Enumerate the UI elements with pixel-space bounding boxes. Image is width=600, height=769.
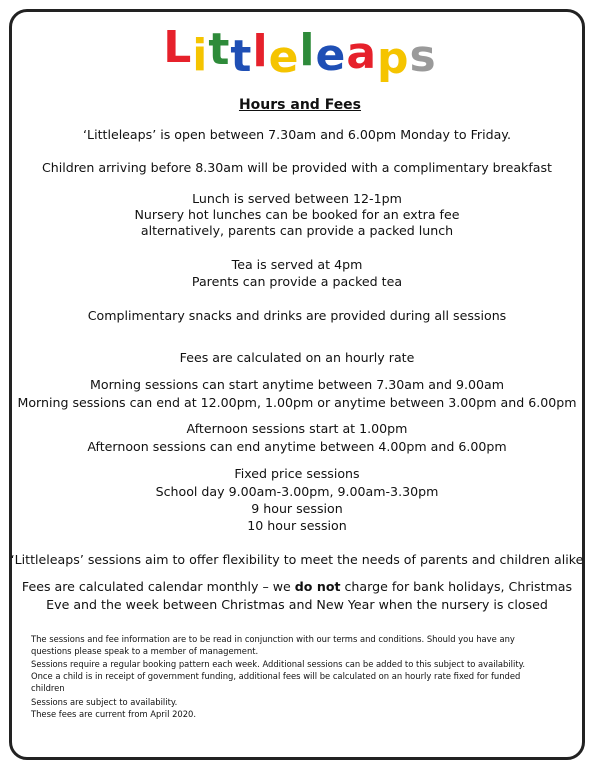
littleleaps-logo xyxy=(0,22,600,84)
opening-hours-text: ‘Littleleaps’ is open between 7.30am and 6.00pm Monday to Friday. xyxy=(83,127,511,142)
monthly-fees-text-a: Fees are calculated calendar monthly – we xyxy=(21,579,295,594)
tea-line-1: Tea is served at 4pm xyxy=(231,257,363,272)
tea-line-2: Parents can provide a packed tea xyxy=(191,274,403,289)
fine-print-line: These fees are current from April 2020. xyxy=(31,709,197,719)
fine-print-line: Once a child is in receipt of government funding, additional fees will be calculated on an hourly rate fixed for funded xyxy=(31,671,521,681)
fixed-price-school-day: School day 9.00am-3.00pm, 9.00am-3.30pm xyxy=(155,484,439,499)
fixed-price-10-hour: 10 hour session xyxy=(247,518,347,533)
fixed-price-9-hour: 9 hour session xyxy=(251,501,343,516)
logo-letter: t xyxy=(208,24,231,75)
breakfast-text: Children arriving before 8.30am will be provided with a complimentary breakfast xyxy=(41,160,552,175)
logo-letter: e xyxy=(315,30,347,81)
monthly-fees-line-1 xyxy=(0,579,594,595)
logo-letter: e xyxy=(268,32,300,83)
logo-letter: l xyxy=(252,26,269,77)
logo-letter: a xyxy=(346,28,378,79)
morning-sessions-line-1: Morning sessions can start anytime between 7.30am and 9.00am xyxy=(90,377,504,392)
page-title: Hours and Fees xyxy=(238,97,362,113)
logo-letter: l xyxy=(299,25,316,76)
flexibility-text: ‘Littleleaps’ sessions aim to offer flexibility to meet the needs of parents and children alike xyxy=(10,552,584,567)
logo-letter: s xyxy=(409,31,437,82)
afternoon-sessions-line-2: Afternoon sessions can end anytime between 4.00pm and 6.00pm xyxy=(87,439,507,454)
monthly-fees-text-b: charge for bank holidays, Christmas xyxy=(340,579,573,594)
lunch-line-2: Nursery hot lunches can be booked for an extra fee xyxy=(134,207,460,222)
monthly-fees-emphasis: do not xyxy=(294,579,341,594)
monthly-fees-line-2: Eve and the week between Christmas and New Year when the nursery is closed xyxy=(46,597,548,612)
logo-letter: p xyxy=(377,33,410,84)
afternoon-sessions-line-1: Afternoon sessions start at 1.00pm xyxy=(186,421,408,436)
fine-print-line: The sessions and fee information are to be read in conjunction with our terms and conditions. Should you have any xyxy=(31,634,515,644)
fixed-price-heading: Fixed price sessions xyxy=(234,466,360,481)
lunch-line-1: Lunch is served between 12-1pm xyxy=(192,191,402,206)
logo-letter: t xyxy=(230,31,253,82)
fine-print-line: Sessions require a regular booking pattern each week. Additional sessions can be added to this subject to availability. xyxy=(31,659,526,669)
logo-letter: L xyxy=(163,22,193,73)
logo-letter: i xyxy=(192,30,209,81)
fees-rate-text: Fees are calculated on an hourly rate xyxy=(179,350,415,365)
fine-print-line: Sessions are subject to availability. xyxy=(31,697,178,707)
morning-sessions-line-2: Morning sessions can end at 12.00pm, 1.00pm or anytime between 3.00pm and 6.00pm xyxy=(17,395,577,410)
snacks-text: Complimentary snacks and drinks are provided during all sessions xyxy=(87,308,507,323)
lunch-line-3: alternatively, parents can provide a packed lunch xyxy=(140,223,454,238)
fine-print-line: children xyxy=(31,683,65,693)
fine-print-line: questions please speak to a member of management. xyxy=(31,646,259,656)
